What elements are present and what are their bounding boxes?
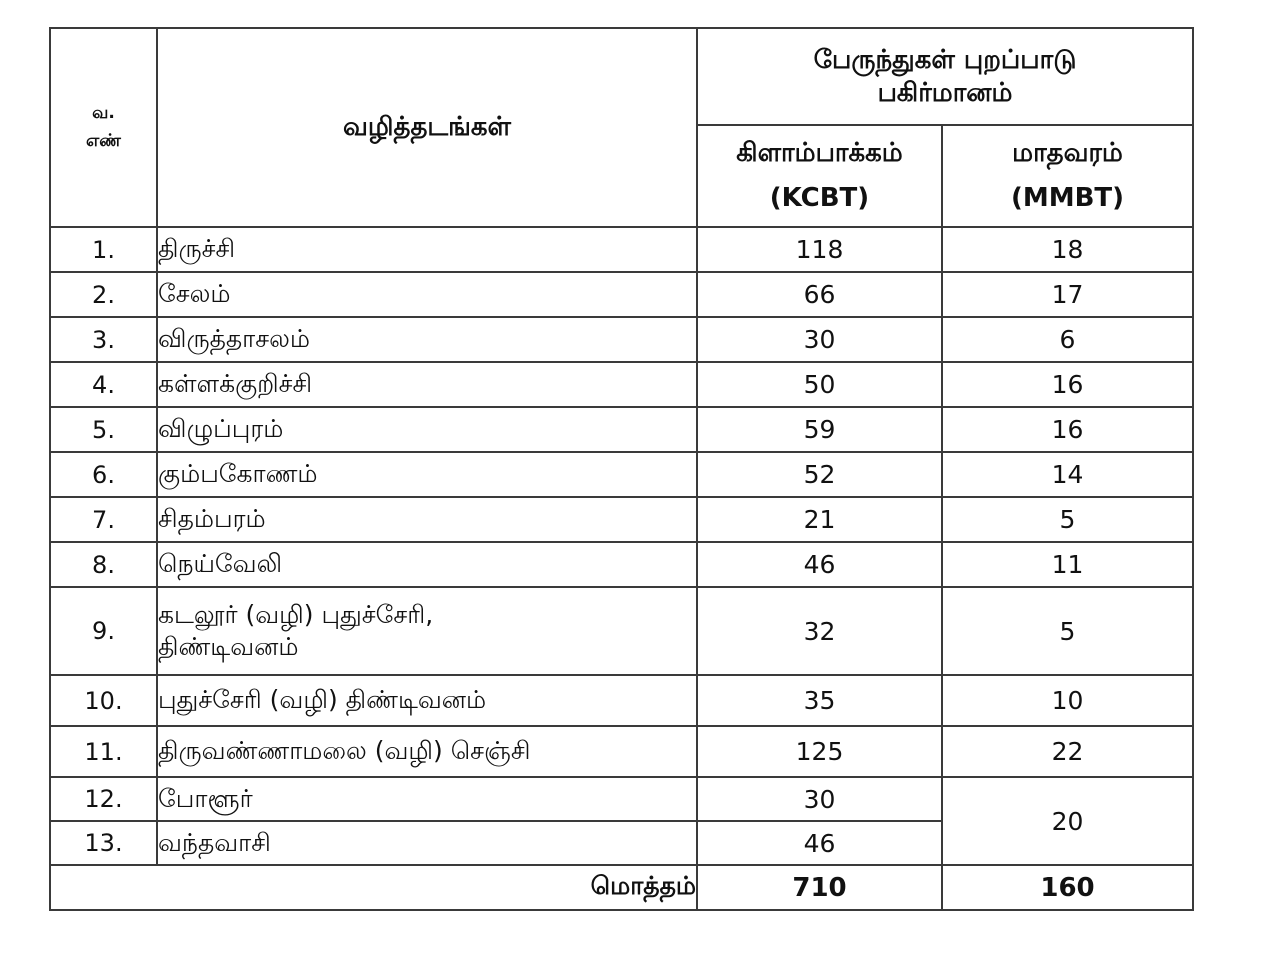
- row-kcbt: 46: [697, 542, 942, 587]
- serial-number-header: வ. எண்: [50, 28, 157, 227]
- row-mmbt: 14: [942, 452, 1193, 497]
- row-kcbt: 35: [697, 675, 942, 726]
- row-serial: 7.: [50, 497, 157, 542]
- bus-distribution-table: [49, 27, 1194, 911]
- row-kcbt: 21: [697, 497, 942, 542]
- table-row: [50, 675, 1193, 726]
- table-row: [50, 542, 1193, 587]
- table-row: [50, 587, 1193, 675]
- row-mmbt: 6: [942, 317, 1193, 362]
- total-mmbt: 160: [942, 865, 1193, 910]
- row-route: விருத்தாசலம்: [157, 317, 697, 362]
- routes-header: வழித்தடங்கள்: [157, 28, 697, 227]
- row-route: சேலம்: [157, 272, 697, 317]
- row-mmbt: 5: [942, 497, 1193, 542]
- row-serial: 10.: [50, 675, 157, 726]
- row-route: விழுப்புரம்: [157, 407, 697, 452]
- row-mmbt: 18: [942, 227, 1193, 272]
- row-route: திருவண்ணாமலை (வழி) செஞ்சி: [157, 726, 697, 777]
- bus-departure-distribution-header: பேருந்துகள் புறப்பாடு பகிர்மானம்: [697, 28, 1193, 125]
- row-serial: 8.: [50, 542, 157, 587]
- total-label: மொத்தம்: [50, 865, 697, 910]
- table-row: [50, 407, 1193, 452]
- row-serial: 9.: [50, 587, 157, 675]
- row-mmbt: 17: [942, 272, 1193, 317]
- row-route: புதுச்சேரி (வழி) திண்டிவனம்: [157, 675, 697, 726]
- mmbt-header: மாதவரம் (MMBT): [942, 125, 1193, 227]
- table-row: [50, 317, 1193, 362]
- row-mmbt: 16: [942, 362, 1193, 407]
- row-route: சிதம்பரம்: [157, 497, 697, 542]
- row-serial: 12.: [50, 777, 157, 821]
- row-kcbt: 50: [697, 362, 942, 407]
- row-serial: 4.: [50, 362, 157, 407]
- row-serial: 11.: [50, 726, 157, 777]
- row-route: [157, 587, 697, 675]
- row-kcbt: 125: [697, 726, 942, 777]
- kcbt-header: கிளாம்பாக்கம் (KCBT): [697, 125, 942, 227]
- total-row: [50, 865, 1193, 910]
- row-kcbt: 118: [697, 227, 942, 272]
- row-route: வந்தவாசி: [157, 821, 697, 865]
- table-row: [50, 726, 1193, 777]
- merged-mmbt-cell: 20: [942, 777, 1193, 865]
- total-kcbt: 710: [697, 865, 942, 910]
- row-kcbt: 46: [697, 821, 942, 865]
- row-route: கள்ளக்குறிச்சி: [157, 362, 697, 407]
- row-kcbt: 32: [697, 587, 942, 675]
- row-mmbt: 11: [942, 542, 1193, 587]
- row-route: போளூர்: [157, 777, 697, 821]
- table-row: [50, 777, 1193, 821]
- table-row: [50, 497, 1193, 542]
- row-mmbt: 16: [942, 407, 1193, 452]
- row-kcbt: 66: [697, 272, 942, 317]
- row-serial: 6.: [50, 452, 157, 497]
- row-route: நெய்வேலி: [157, 542, 697, 587]
- row-mmbt: 5: [942, 587, 1193, 675]
- row-kcbt: 52: [697, 452, 942, 497]
- row-kcbt: 30: [697, 777, 942, 821]
- table-row: [50, 452, 1193, 497]
- row-serial: 3.: [50, 317, 157, 362]
- table-row: [50, 362, 1193, 407]
- row-route-line: கடலூர் (வழி) புதுச்சேரி,: [158, 599, 434, 629]
- row-serial: 2.: [50, 272, 157, 317]
- row-route-line: திண்டிவனம்: [158, 632, 299, 661]
- row-kcbt: 30: [697, 317, 942, 362]
- row-serial: 1.: [50, 227, 157, 272]
- table-row: [50, 227, 1193, 272]
- row-route: கும்பகோணம்: [157, 452, 697, 497]
- row-kcbt: 59: [697, 407, 942, 452]
- row-serial: 13.: [50, 821, 157, 865]
- row-mmbt: 10: [942, 675, 1193, 726]
- row-route: திருச்சி: [157, 227, 697, 272]
- row-mmbt: 22: [942, 726, 1193, 777]
- row-serial: 5.: [50, 407, 157, 452]
- table-row: [50, 272, 1193, 317]
